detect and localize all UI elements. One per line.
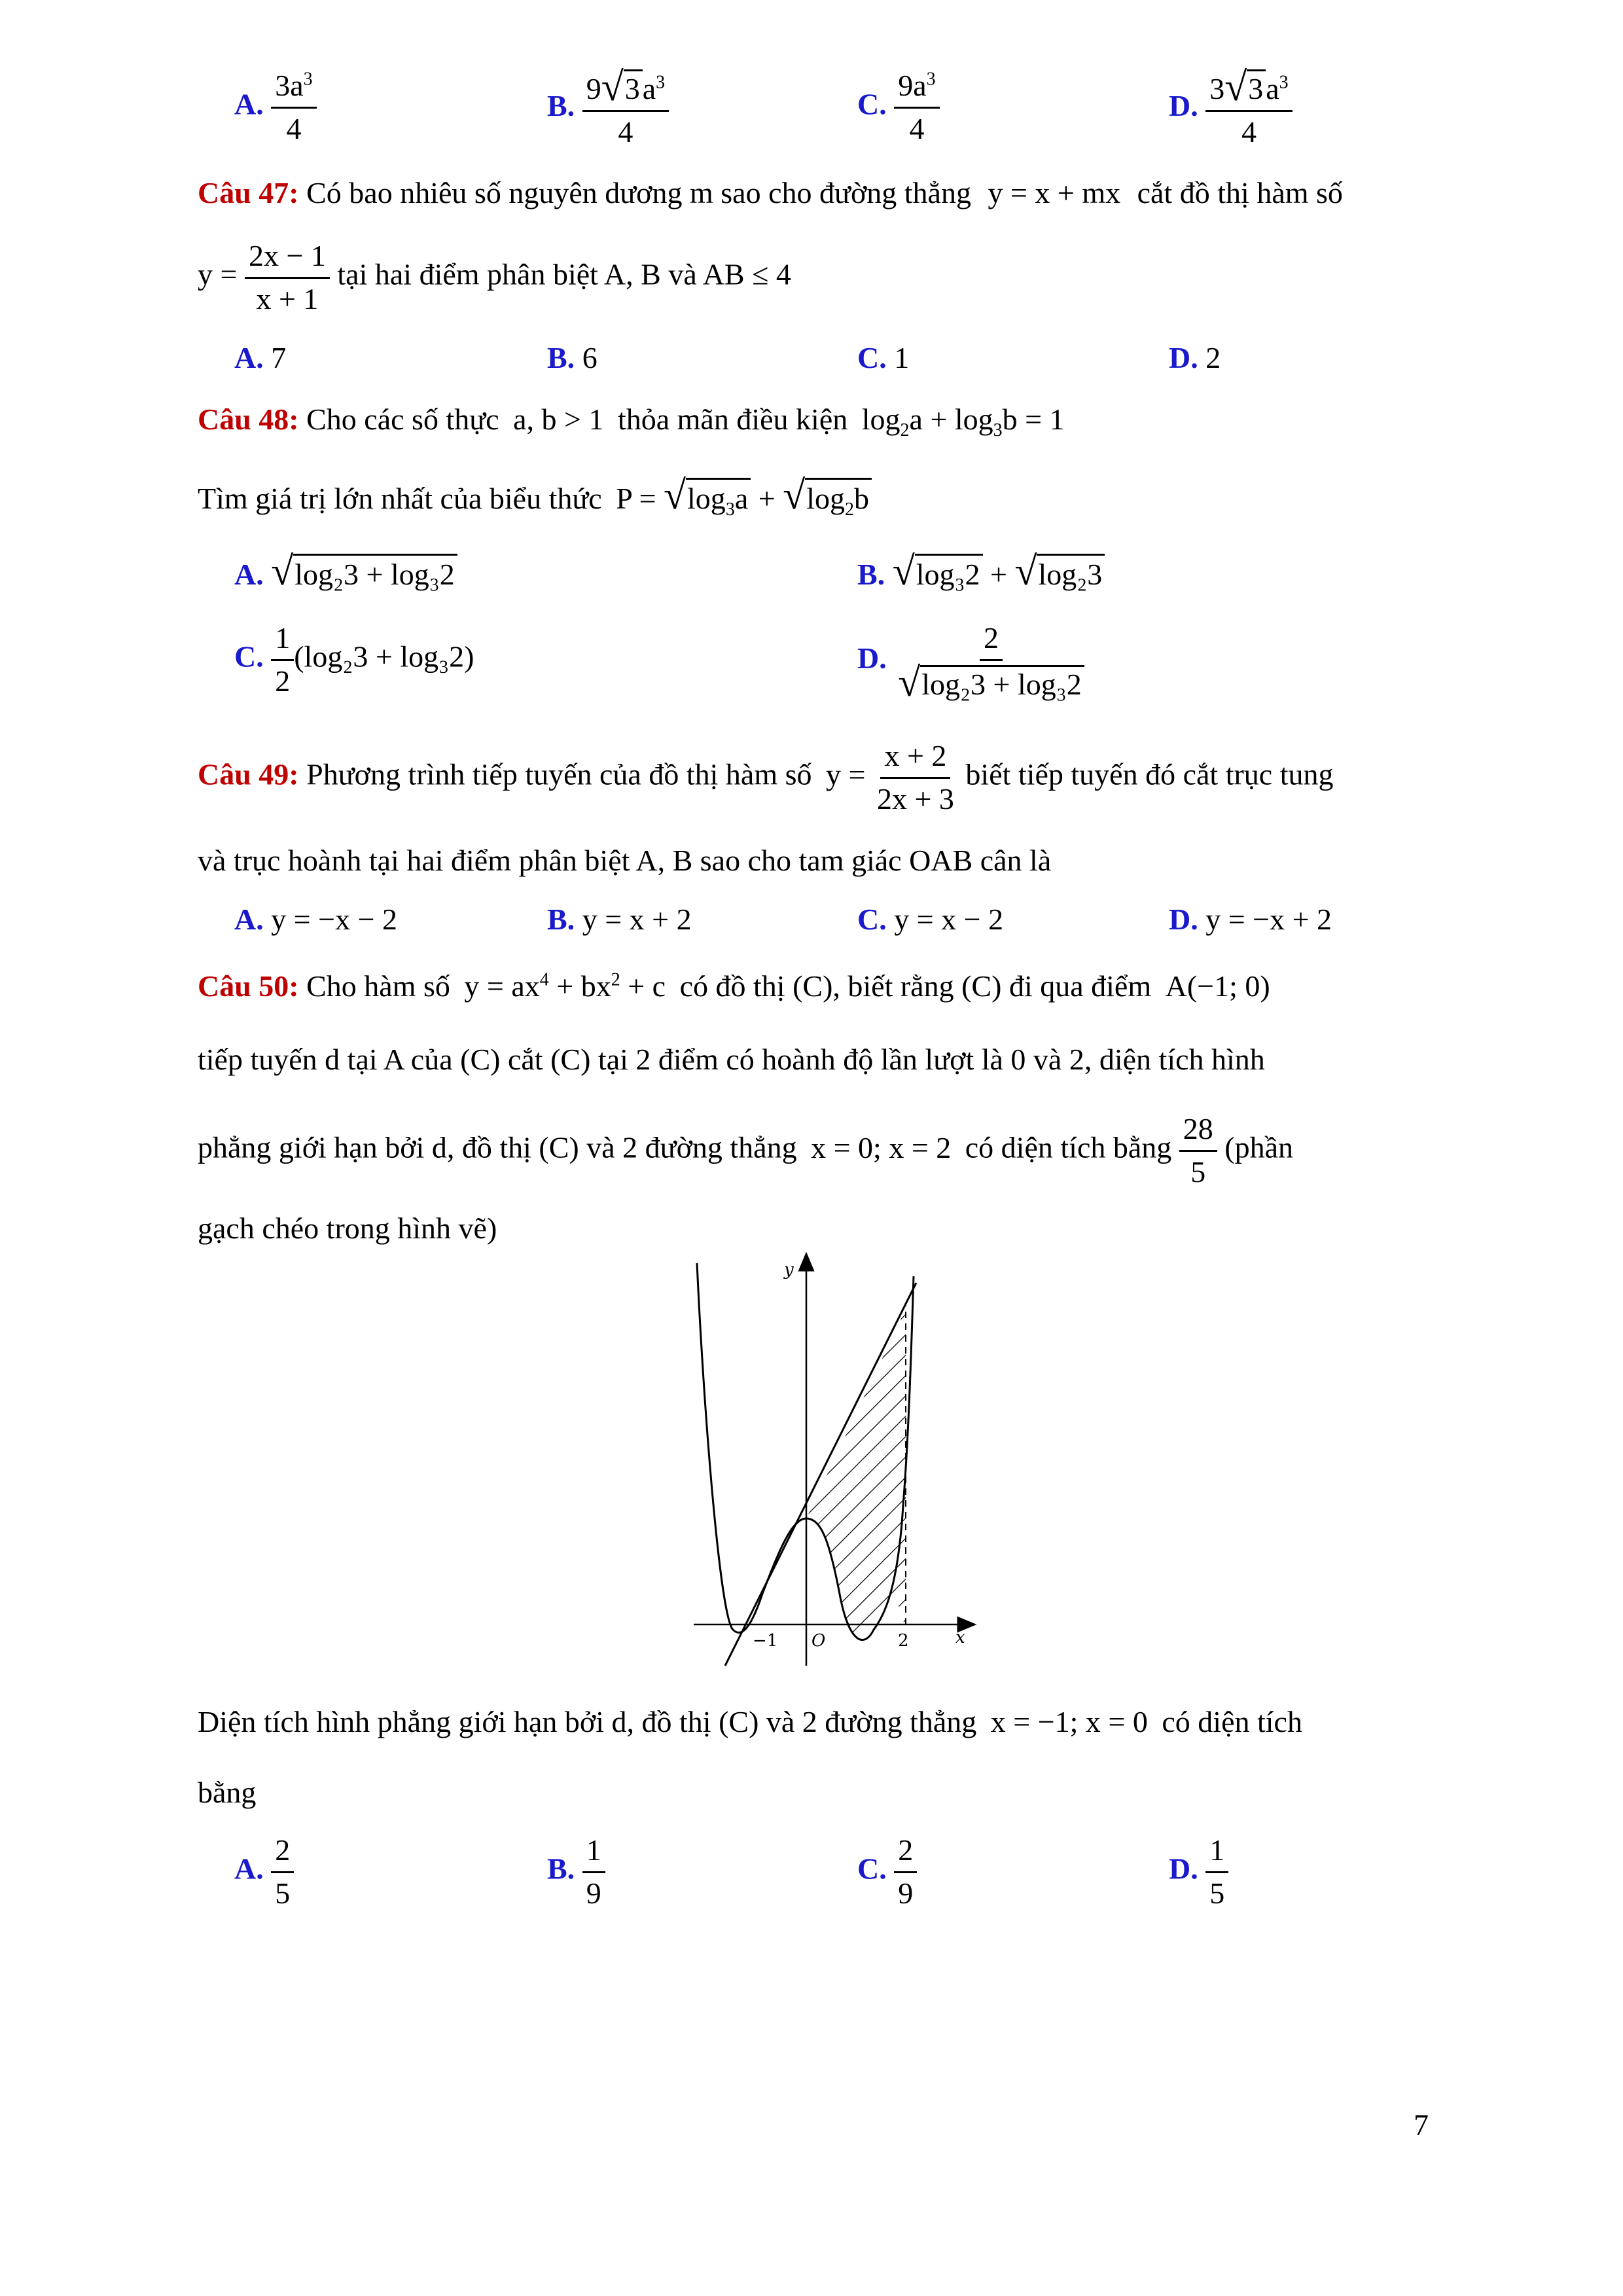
q50-line4: gạch chéo trong hình vẽ) [198,1211,497,1245]
q47-options [234,340,286,375]
q46-option-b: B. 9 √ $3a^3$ 4 [547,69,669,149]
x-axis-label: x [955,1628,965,1647]
q48-option-b: B. √ log₃2 + √ log₂3 [857,554,1105,592]
q48-line2: Tìm giá trị lớn nhất của biểu thức P = √ $\log_3a$ + √ $\log_2b$ [198,478,872,520]
y-axis-label: y [784,1260,794,1280]
q50-option-c: C. $\frac{2}{9}$ [857,1834,917,1910]
q48-option-c: C. $\frac{1}{2}$ (log₂3 + log₃2) [234,621,474,698]
page-number: 7 [1414,2108,1429,2142]
q50-option-a: A. $\frac{2}{5}$ [234,1834,294,1910]
q49-option-d: D. y = −x + 2 [1169,903,1332,936]
q46-option-a: A. $\frac{3a^3}{4}$ [234,69,317,145]
q49-option-c: C. y = x − 2 [857,903,1004,936]
tick-label-2: 2 [898,1631,909,1651]
q50-option-d: D. $\frac{1}{5}$ [1169,1834,1228,1910]
q49-line2: và trục hoành tại hai điểm phân biệt A, B sao cho tam giác OAB cân là [198,844,1052,877]
q50-line2: tiếp tuyến d tại A của (C) cắt (C) tại 2 điểm có hoành độ lần lượt là 0 và 2, diện tích hình [198,1043,1265,1076]
q47-line1: Câu 47: Có bao nhiêu số nguyên dương m sao cho đường thẳng y = x + mx cắt đồ thị hàm số [198,176,1343,209]
q48-option-d: D. 2 √ log₂3 + log₃2 [857,622,1088,701]
q49-option-a: A. y = −x − 2 [234,903,398,936]
q46-option-d: D. 3 √ $3a^3$ 4 [1169,69,1293,149]
q50-line1: Câu 50: Cho hàm số $y = ax^4 + bx^2 + c$ có đồ thị (C), biết rằng (C) đi qua điểm A(−1; 0) [198,969,1270,1003]
question-label: Câu 48: [198,403,299,436]
q47-option-b: B. 6 [547,341,597,374]
q47-option-c: C. 1 [857,341,910,374]
q49-line1: Câu 49: Phương trình tiếp tuyến của đồ thị hàm số y = $\frac{x + 2}{2x + 3}$ biết tiếp tuyến đó cắt trục tung [198,739,1334,816]
q50-option-b: B. $\frac{1}{9}$ [547,1834,605,1910]
option-label: A. [234,87,264,121]
question-label: Câu 47: [198,176,299,209]
q48-line1: Câu 48: Cho các số thực a, b > 1 thỏa mãn điều kiện $\log_2a + \log_3b = 1$ [198,403,1065,441]
q48-option-a: A. √ log₂3 + log₃2 [234,554,457,592]
function-graph [654,1244,995,1669]
q50-ask-line1: Diện tích hình phẳng giới hạn bởi d, đồ thị (C) và 2 đường thẳng x = −1; x = 0 có diện tích [198,1705,1302,1738]
q50-ask-line2: bằng [198,1776,257,1809]
q47-option-d: D. 2 [1169,341,1221,374]
question-label: Câu 50: [198,969,299,1003]
option-label: C. [857,87,887,121]
q49-option-b: B. y = x + 2 [547,903,692,936]
q50-line3: phẳng giới hạn bởi d, đồ thị (C) và 2 đường thẳng x = 0; x = 2 có diện tích bằng $\frac{28}{5}$ (phần [198,1112,1294,1189]
function-fraction: $\frac{2x - 1}{x + 1}$ [245,240,330,315]
q47-line2: y = $\frac{2x - 1}{x + 1}$ tại hai điểm phân biệt A, B và AB ≤ 4 [198,239,791,315]
question-label: Câu 49: [198,757,299,791]
option-label: D. [1169,89,1198,123]
option-label: B. [547,89,575,123]
q47-option-a: A. 7 [234,341,287,374]
tick-label-minus1: −1 [753,1631,778,1651]
origin-label: O [812,1631,826,1651]
line-equation: y = x + mx [988,176,1121,209]
q46-option-c: C. $\frac{9a^3}{4}$ [857,69,940,145]
